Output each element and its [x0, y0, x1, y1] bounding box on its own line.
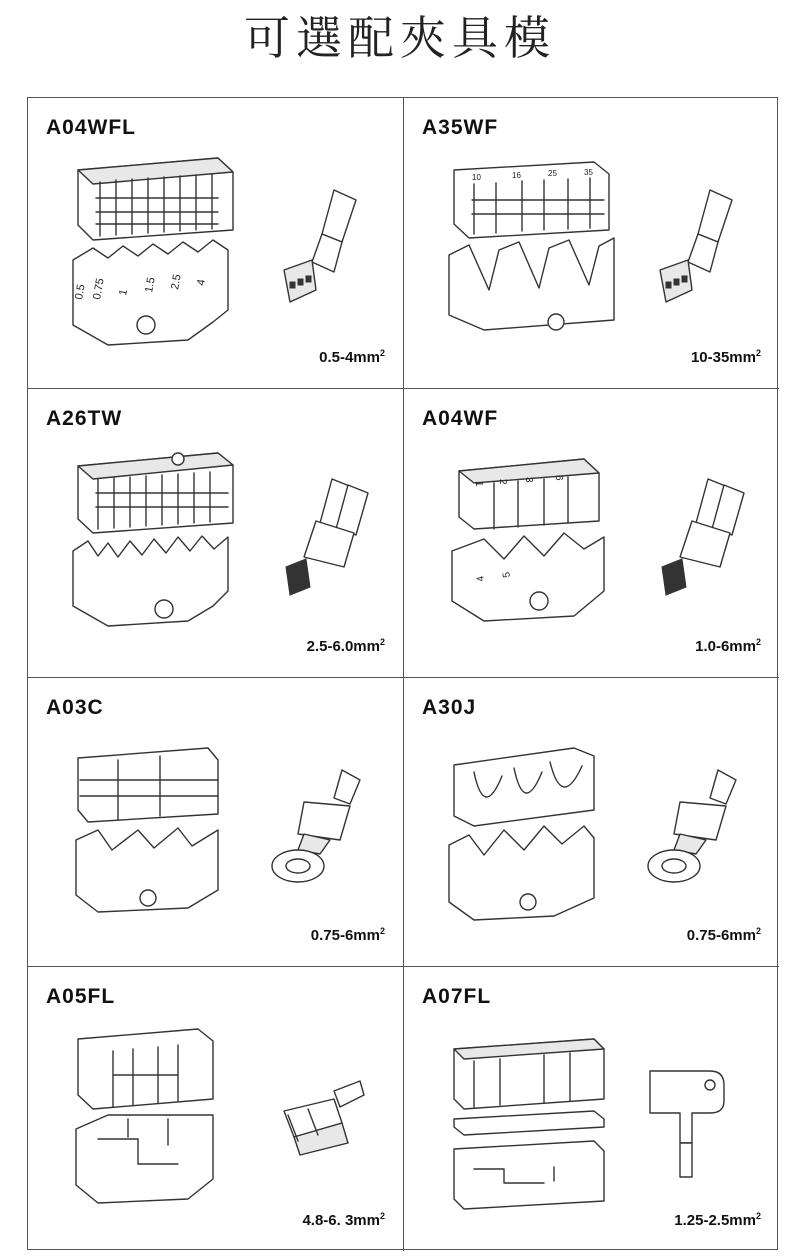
twin-ferrule-die-icon	[68, 441, 258, 641]
round-ferrule-die-icon	[444, 441, 634, 641]
wire-range: $0.5-4mm^2$	[319, 348, 385, 366]
page-title: 可選配夾具模	[244, 11, 556, 65]
scale-label: 1	[117, 288, 131, 297]
die-card	[404, 98, 779, 389]
scale-label: 2	[497, 479, 508, 485]
insulated-terminal-die-icon	[444, 730, 634, 930]
scale-label: 0.75	[91, 277, 107, 301]
die-model: A07FL	[422, 985, 492, 1008]
die-card	[404, 967, 779, 1251]
die-card	[28, 967, 404, 1251]
flag-connector-icon	[640, 1051, 750, 1191]
insulated-terminal-die-icon	[68, 730, 258, 930]
die-card	[28, 389, 404, 678]
die-card	[28, 98, 404, 389]
flag-terminal-die-icon	[444, 1019, 634, 1219]
wire-range: 4.8-6. $3mm^2$	[302, 1211, 385, 1229]
scale-label: 10	[472, 173, 481, 182]
die-grid	[27, 97, 778, 1250]
ring-terminal-icon	[640, 762, 750, 902]
die-model: A30J	[422, 696, 477, 719]
die-model: A26TW	[46, 407, 123, 430]
scale-label: 3	[523, 477, 534, 483]
large-ferrule-die-icon	[444, 150, 634, 350]
scale-label: 25	[548, 169, 557, 178]
scale-label: 35	[584, 168, 593, 177]
die-model: A05FL	[46, 985, 116, 1008]
die-model: A04WF	[422, 407, 499, 430]
scale-label: 6	[553, 475, 564, 481]
scale-label: 2.5	[169, 273, 184, 291]
wire-range: $2.5-6.0mm^2$	[306, 637, 385, 655]
scale-label: 5	[501, 571, 513, 579]
ferrule-terminal-icon	[640, 182, 750, 322]
scale-label: 0.5	[73, 283, 88, 301]
ferrule-terminal-icon	[264, 182, 374, 322]
scale-label: 1.5	[143, 276, 158, 294]
scale-label: 4	[195, 278, 209, 287]
wire-range: $10-35mm^2$	[690, 348, 761, 366]
die-model: A35WF	[422, 116, 499, 139]
ferrule-die-icon	[68, 150, 258, 350]
flag-terminal-icon	[264, 1051, 374, 1191]
scale-label: 4	[475, 575, 487, 583]
die-model: A04WFL	[46, 116, 136, 139]
scale-label: 16	[512, 171, 521, 180]
wire-range: $1.25-2.5mm^2$	[674, 1211, 761, 1229]
scale-label: 1	[473, 481, 484, 487]
twin-ferrule-terminal-icon	[640, 473, 750, 613]
wire-range: $0.75-6mm^2$	[310, 926, 385, 944]
die-card	[28, 678, 404, 967]
twin-ferrule-terminal-icon	[264, 473, 374, 613]
die-card	[404, 389, 779, 678]
flag-terminal-die-icon	[68, 1019, 258, 1219]
die-model: A03C	[46, 696, 104, 719]
wire-range: $0.75-6mm^2$	[686, 926, 761, 944]
ring-terminal-icon	[264, 762, 374, 902]
die-card	[404, 678, 779, 967]
wire-range: $1.0-6mm^2$	[695, 637, 761, 655]
